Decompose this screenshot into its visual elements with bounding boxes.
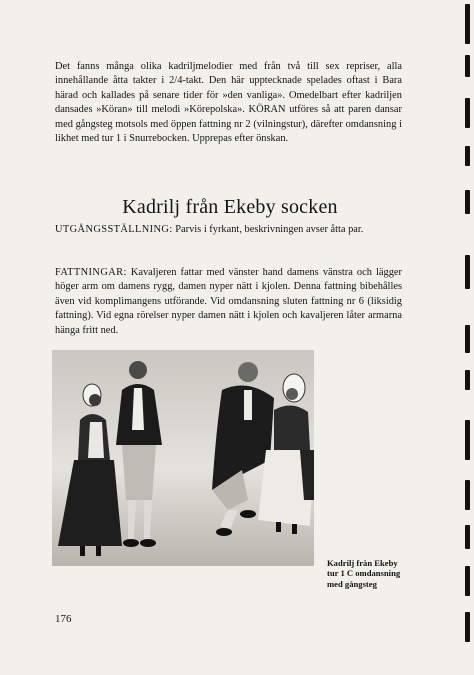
utgangsstallning-paragraph xyxy=(55,223,402,237)
page-edge-marks xyxy=(454,0,474,675)
edge-mark xyxy=(465,255,470,289)
edge-mark xyxy=(465,4,470,44)
page-number: 176 xyxy=(55,613,72,625)
section-heading: Kadrilj från Ekeby socken xyxy=(122,196,338,218)
edge-mark xyxy=(465,55,470,77)
edge-mark xyxy=(465,566,470,596)
utgangsstallning-label: UTGÅNGSSTÄLLNING: xyxy=(55,224,173,235)
fattningar-label: FATTNINGAR: xyxy=(55,267,127,278)
intro-text: Det fanns många olika kadriljmelodier med från två till sex repriser, alla innehållande åtta takter i 2/4-takt. Den här upptecknade spelades oftast i Bara härad och kallades på senare tider för »den vanliga». Omedelbart efter kadriljen dansades »Köran» till melodi »Körepolska». KÖRAN utföres så att paren dansar med gångsteg motsols med öppen fattning nr 2 (vilningstur), därefter omdansning i likhet med tur 1 i Snurrebocken. Upprepas efter önskan. xyxy=(55,61,402,145)
fattningar-text: Kavaljeren fattar med vänster hand damens vänstra och lägger höger arm om damens rygg, damen nyper nätt i kjolen. Denna fattning bibehålles även vid komplimangens utförande. Vid omdansning sluten fattning nr 6 (liksidig fattning). Vid egna rörelser nyper damen nätt i kjolen och kavaljeren låter armarna hänga fritt ned. xyxy=(55,267,402,336)
edge-mark xyxy=(465,190,470,214)
fattningar-paragraph xyxy=(55,266,402,338)
edge-mark xyxy=(465,525,470,549)
dancers-illustration xyxy=(52,350,314,566)
dance-photograph xyxy=(52,350,314,566)
photo-caption: Kadrilj från Ekeby tur 1 C omdansning med gångsteg xyxy=(327,558,401,589)
edge-mark xyxy=(465,420,470,460)
edge-mark xyxy=(465,612,470,642)
edge-mark xyxy=(465,480,470,510)
utgangsstallning-text: Parvis i fyrkant, beskrivningen avser åtta par. xyxy=(175,224,364,235)
edge-mark xyxy=(465,325,470,353)
edge-mark xyxy=(465,146,470,166)
edge-mark xyxy=(465,370,470,390)
edge-mark xyxy=(465,98,470,128)
intro-paragraph xyxy=(55,60,402,146)
